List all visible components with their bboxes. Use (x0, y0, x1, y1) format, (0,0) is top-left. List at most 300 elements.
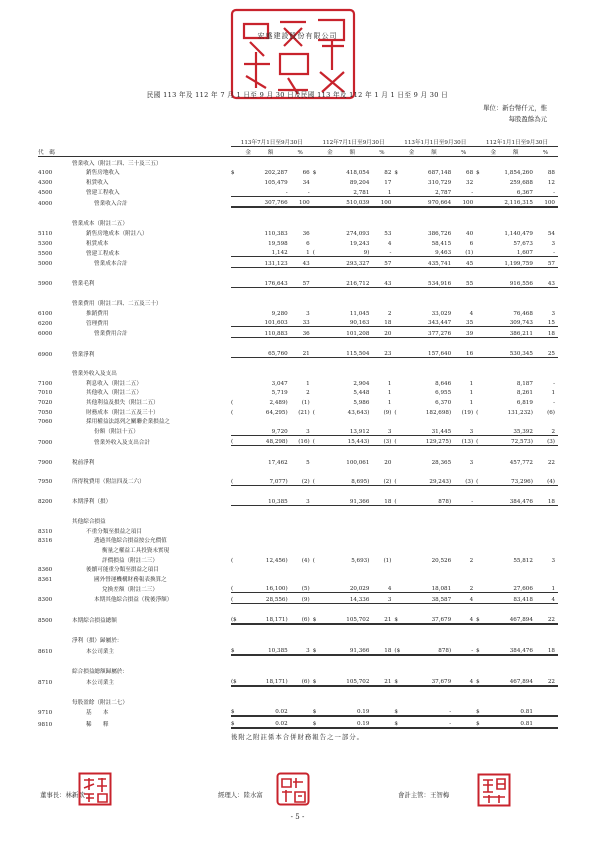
currency-sign: $ (394, 675, 404, 686)
amount-cell (323, 368, 370, 378)
percent-cell: 32 (466, 179, 474, 186)
currency-sign (476, 396, 486, 406)
currency-sign (394, 247, 404, 257)
account-description: 營業收入合計 (94, 201, 128, 208)
currency-sign (231, 696, 241, 706)
amount-cell: 37,679 (405, 675, 452, 686)
percent-cell: 35 (451, 317, 476, 327)
percent-cell: 1 (469, 390, 474, 397)
currency-sign: ( (230, 400, 234, 407)
currency-sign (313, 593, 323, 604)
currency-sign (313, 207, 323, 218)
currency-sign (476, 573, 486, 583)
percent-cell: 4 (369, 583, 394, 593)
currency-sign: ( (394, 409, 397, 416)
currency-sign (231, 505, 241, 515)
statement-row (38, 377, 558, 387)
amount-cell: 64,295) (265, 409, 288, 416)
amount-cell (405, 157, 452, 167)
amount-cell (405, 287, 452, 297)
percent-cell (369, 416, 394, 426)
amount-cell (405, 298, 452, 308)
currency-sign (313, 358, 323, 368)
spacer-row (38, 466, 558, 476)
percent-cell: 1 (306, 380, 310, 387)
percent-cell: 34 (302, 179, 310, 186)
currency-sign (476, 237, 486, 247)
amount-cell: 534,916 (405, 277, 452, 287)
percent-cell (451, 655, 476, 666)
percent-cell (369, 287, 394, 297)
spacer-row (38, 485, 558, 495)
account-code: 5300 (38, 240, 53, 247)
amount-cell (241, 466, 288, 476)
percent-cell: - (553, 400, 555, 407)
percent-cell: 53 (384, 230, 392, 237)
amount-cell (241, 505, 288, 515)
account-description: 營業成本（附註二五） (72, 221, 128, 228)
account-description (72, 466, 231, 476)
statement-row (38, 416, 558, 426)
amount-cell (323, 635, 370, 645)
currency-sign (394, 227, 404, 237)
account-description (72, 686, 231, 697)
currency-sign (476, 307, 486, 317)
currency-sign (394, 456, 404, 466)
currency-sign (313, 298, 323, 308)
amount-cell (323, 207, 370, 218)
amount-cell: 105,702 (323, 614, 370, 625)
account-description: 管理費用 (86, 320, 109, 327)
amount-cell: 157,640 (405, 347, 452, 357)
statement-row (38, 368, 558, 378)
currency-sign (313, 485, 323, 495)
percent-cell: 22 (533, 614, 558, 625)
amount-cell (241, 525, 288, 535)
spacer-row (38, 207, 558, 218)
account-code (38, 635, 72, 645)
currency-sign (313, 635, 323, 645)
percent-cell (451, 686, 476, 697)
amount-cell: 101,603 (241, 317, 288, 327)
currency-sign (313, 186, 323, 196)
currency-sign: ( (231, 593, 241, 604)
account-description: 所得稅費用（附註四及二六） (72, 479, 145, 486)
currency-sign (231, 218, 241, 228)
percent-cell (288, 485, 313, 495)
statement-row (38, 347, 558, 357)
statement-row (38, 406, 558, 416)
percent-cell (451, 696, 476, 706)
account-code: 5110 (38, 230, 53, 237)
currency-sign: $ (476, 706, 486, 717)
account-description: 營建工程收入 (86, 190, 120, 197)
account-description: 本公司業主 (86, 679, 115, 686)
percent-cell (369, 466, 394, 476)
amount-cell: 259,688 (509, 179, 533, 186)
amount-cell: 110,383 (264, 230, 288, 237)
account-code: 5500 (38, 250, 53, 257)
statement-row (38, 257, 558, 268)
percent-cell (369, 535, 394, 545)
currency-sign: ( (312, 409, 315, 416)
currency-sign (313, 237, 323, 247)
percent-cell: 16 (451, 347, 476, 357)
percent-cell: 12 (547, 179, 555, 186)
spacer-row (38, 337, 558, 347)
account-code (38, 267, 72, 277)
currency-sign: $ (394, 170, 398, 177)
currency-sign (231, 307, 241, 317)
percent-cell (288, 525, 313, 535)
amount-cell (241, 218, 288, 228)
amount-cell: 29,243) (405, 475, 452, 485)
currency-sign (476, 377, 486, 387)
percent-cell: 43 (288, 257, 313, 268)
statement-row (38, 665, 558, 675)
amount-cell: 38,587 (405, 593, 452, 604)
amount-cell: 28,365 (431, 459, 452, 466)
amount-cell: 10,385 (241, 495, 288, 505)
amount-cell: 1,607 (486, 247, 533, 257)
statement-row (38, 644, 558, 655)
pct-header: % (451, 146, 476, 157)
account-code (38, 368, 72, 378)
amount-cell: 58,415 (431, 240, 452, 247)
currency-sign (231, 257, 241, 268)
currency-sign (476, 227, 486, 237)
currency-sign (394, 257, 404, 268)
currency-sign (476, 327, 486, 338)
amount-cell: 43,643) (347, 409, 370, 416)
percent-cell: 1 (369, 186, 394, 196)
amount-cell: 20,029 (323, 583, 370, 593)
amount-cell (323, 624, 370, 635)
amount-cell (323, 416, 370, 426)
amount-cell (241, 358, 288, 368)
statement-row (38, 495, 558, 505)
percent-cell (288, 207, 313, 218)
percent-cell: 6 (469, 240, 474, 247)
percent-cell (369, 207, 394, 218)
currency-sign (394, 287, 404, 297)
percent-cell (451, 267, 476, 277)
percent-cell: 18 (533, 327, 558, 338)
percent-cell (451, 624, 476, 635)
currency-sign (313, 267, 323, 277)
account-description: 其他利益及損失（附註二五） (86, 400, 159, 407)
amount-cell: 343,447 (405, 317, 452, 327)
percent-cell (369, 624, 394, 635)
currency-sign (476, 624, 486, 635)
amount-cell: 65,760 (241, 347, 288, 357)
currency-sign (231, 358, 241, 368)
statement-row (38, 516, 558, 526)
account-description: 稅前淨利 (72, 459, 95, 466)
percent-cell: (9) (383, 409, 392, 416)
statement-row (38, 475, 558, 485)
amount-header: 金 額 (313, 146, 370, 157)
currency-sign (476, 466, 486, 476)
amount-cell (323, 485, 370, 495)
account-code: 7100 (38, 380, 53, 387)
currency-sign (394, 337, 404, 347)
currency-sign (313, 456, 323, 466)
amount-cell: 530,345 (486, 347, 533, 357)
amount-cell (241, 298, 288, 308)
account-code: 7020 (38, 400, 53, 407)
percent-cell (288, 368, 313, 378)
amount-cell: 72,573) (486, 435, 533, 446)
percent-cell (288, 337, 313, 347)
pct-header: % (533, 146, 558, 157)
account-description: 營業費用（附註二四、二五及三十） (72, 301, 162, 308)
account-description: 營業淨利 (72, 351, 95, 358)
account-code: 8710 (38, 679, 53, 686)
unit-line-2: 每股盈餘為元 (508, 115, 547, 123)
percent-cell: 3 (288, 644, 313, 655)
currency-sign (394, 176, 404, 186)
currency-sign (231, 196, 241, 207)
percent-cell: (2) (288, 475, 313, 485)
currency-sign: $ (394, 614, 404, 625)
amount-cell: 2,781 (323, 186, 370, 196)
currency-sign (313, 227, 323, 237)
amount-cell: 0.81 (486, 706, 533, 717)
percent-cell: 100 (451, 196, 476, 207)
percent-cell (288, 358, 313, 368)
amount-cell (486, 485, 533, 495)
currency-sign: $ (476, 675, 486, 686)
percent-cell (288, 665, 313, 675)
percent-cell (369, 157, 394, 167)
statement-row (38, 186, 558, 196)
currency-sign (313, 396, 323, 406)
percent-cell (288, 287, 313, 297)
statement-row (38, 387, 558, 397)
amount-cell (486, 655, 533, 666)
currency-sign (313, 337, 323, 347)
amount-cell: 31,445 (405, 425, 452, 435)
amount-cell (405, 466, 452, 476)
percent-cell (533, 716, 558, 728)
currency-sign (476, 485, 486, 495)
currency-sign: $ (313, 644, 323, 655)
currency-sign (231, 157, 241, 167)
account-description: 營業費用合計 (94, 331, 128, 338)
percent-cell (369, 337, 394, 347)
currency-sign (394, 317, 404, 327)
amount-cell (323, 696, 370, 706)
currency-sign (231, 237, 241, 247)
percent-cell: 22 (533, 675, 558, 686)
percent-cell: 39 (451, 327, 476, 338)
currency-sign (313, 277, 323, 287)
amount-cell: 0.19 (323, 716, 370, 728)
currency-sign: ($ (394, 644, 404, 655)
period-header: 112年1月1日至9月30日 (476, 136, 558, 146)
header-sub-row (38, 146, 558, 157)
currency-sign: $ (231, 716, 241, 728)
account-code (38, 207, 72, 218)
currency-sign (394, 218, 404, 228)
footer-note: 後附之附註係本合併財務報告之一部分。 (230, 733, 365, 741)
amount-cell (241, 544, 288, 554)
percent-cell: - (288, 186, 313, 196)
account-code (38, 516, 72, 526)
percent-cell: 1 (551, 390, 555, 397)
percent-cell (451, 416, 476, 426)
percent-cell (288, 716, 313, 728)
account-code (38, 485, 72, 495)
amount-cell (405, 368, 452, 378)
amount-cell (323, 157, 370, 167)
statement-row (38, 716, 558, 728)
percent-cell (533, 686, 558, 697)
currency-sign (394, 573, 404, 583)
amount-cell: 2,787 (405, 186, 452, 196)
currency-sign (313, 495, 323, 505)
percent-cell: 4 (451, 593, 476, 604)
amount-cell (241, 686, 288, 697)
percent-cell (369, 505, 394, 515)
spacer-row (38, 446, 558, 456)
statement-row (38, 227, 558, 237)
amount-header: 金 額 (231, 146, 288, 157)
currency-sign: ($ (231, 614, 241, 625)
account-code: 5000 (38, 261, 53, 268)
currency-sign (476, 317, 486, 327)
percent-cell (451, 218, 476, 228)
currency-sign (476, 368, 486, 378)
spacer-row (38, 686, 558, 697)
amount-header: 金 額 (394, 146, 451, 157)
account-code (38, 446, 72, 456)
currency-sign (231, 247, 241, 257)
amount-cell: 878) (405, 495, 452, 505)
currency-sign (394, 307, 404, 317)
currency-sign: ( (313, 475, 323, 485)
currency-sign (394, 544, 404, 554)
percent-cell (451, 603, 476, 613)
currency-sign (476, 535, 486, 545)
amount-cell: 89,204 (349, 179, 370, 186)
percent-cell (533, 358, 558, 368)
chairman-seal-stamp (78, 772, 112, 806)
percent-cell: 45 (451, 257, 476, 268)
currency-sign (313, 544, 323, 554)
account-description: 基 本 (86, 710, 109, 717)
amount-cell: 5,986 (353, 400, 370, 407)
amount-cell (323, 564, 370, 574)
amount-cell: 18,171) (241, 614, 288, 625)
percent-cell: 3 (306, 310, 310, 317)
amount-cell (241, 446, 288, 456)
period-header: 112年7月1日至9月30日 (313, 136, 395, 146)
percent-cell: 43 (533, 277, 558, 287)
amount-cell (486, 157, 533, 167)
amount-cell (486, 564, 533, 574)
account-description: 營業成本合計 (94, 261, 128, 268)
currency-sign: ( (231, 583, 241, 593)
amount-cell: 19,598 (268, 240, 288, 247)
amount-cell: 19,243 (349, 240, 370, 247)
percent-cell (369, 665, 394, 675)
percent-cell (533, 267, 558, 277)
percent-cell (533, 207, 558, 218)
account-description: 每股盈餘（附註二七） (72, 699, 128, 706)
percent-cell: 3 (551, 240, 555, 247)
account-description (72, 603, 231, 613)
currency-sign: $ (394, 716, 404, 728)
currency-sign (476, 696, 486, 706)
percent-cell: - (451, 495, 476, 505)
amount-cell (241, 655, 288, 666)
amount-cell (323, 516, 370, 526)
amount-cell: 57,673 (513, 240, 533, 247)
percent-cell (451, 564, 476, 574)
currency-sign (476, 257, 486, 268)
account-description: 衡量之權益工具投資未實現 (102, 547, 170, 554)
account-description: 透過其他綜合損益按公允價值 (94, 538, 167, 545)
account-description (72, 287, 231, 297)
percent-cell: (19) (461, 409, 474, 416)
account-code (38, 624, 72, 635)
currency-sign (231, 207, 241, 218)
spacer-row (38, 287, 558, 297)
amount-cell: 293,327 (323, 257, 370, 268)
statement-row (38, 635, 558, 645)
amount-cell: 91,366 (323, 495, 370, 505)
percent-cell: 18 (533, 644, 558, 655)
amount-cell: 100,061 (346, 459, 370, 466)
percent-cell (451, 665, 476, 675)
account-code: 7950 (38, 479, 53, 486)
amount-cell: 55,812 (513, 557, 533, 564)
currency-sign (394, 686, 404, 697)
percent-cell: 2 (451, 583, 476, 593)
percent-cell (451, 716, 476, 728)
currency-sign: ( (394, 495, 404, 505)
amount-cell: 0.02 (241, 706, 288, 717)
currency-sign (394, 535, 404, 545)
percent-cell (369, 267, 394, 277)
amount-cell: 101,208 (323, 327, 370, 338)
amount-cell: 6,955 (435, 390, 452, 397)
percent-cell (288, 573, 313, 583)
amount-cell: 8,695) (323, 475, 370, 485)
spacer-row (38, 655, 558, 666)
statement-row (38, 564, 558, 574)
income-statement-table (38, 136, 558, 729)
currency-sign (476, 665, 486, 675)
amount-cell (241, 573, 288, 583)
account-description: 本期其他綜合損益（稅後淨額） (94, 597, 173, 604)
statement-row (38, 706, 558, 717)
percent-cell (451, 485, 476, 495)
currency-sign (313, 387, 323, 397)
currency-sign (394, 237, 404, 247)
amount-cell: 274,093 (346, 230, 370, 237)
currency-sign (394, 655, 404, 666)
spacer-row (38, 505, 558, 515)
account-code: 8300 (38, 597, 53, 604)
currency-sign (476, 554, 486, 564)
percent-cell: 66 (302, 170, 310, 177)
account-description: 租賃成本 (86, 240, 109, 247)
percent-cell (451, 525, 476, 535)
amount-cell (323, 665, 370, 675)
